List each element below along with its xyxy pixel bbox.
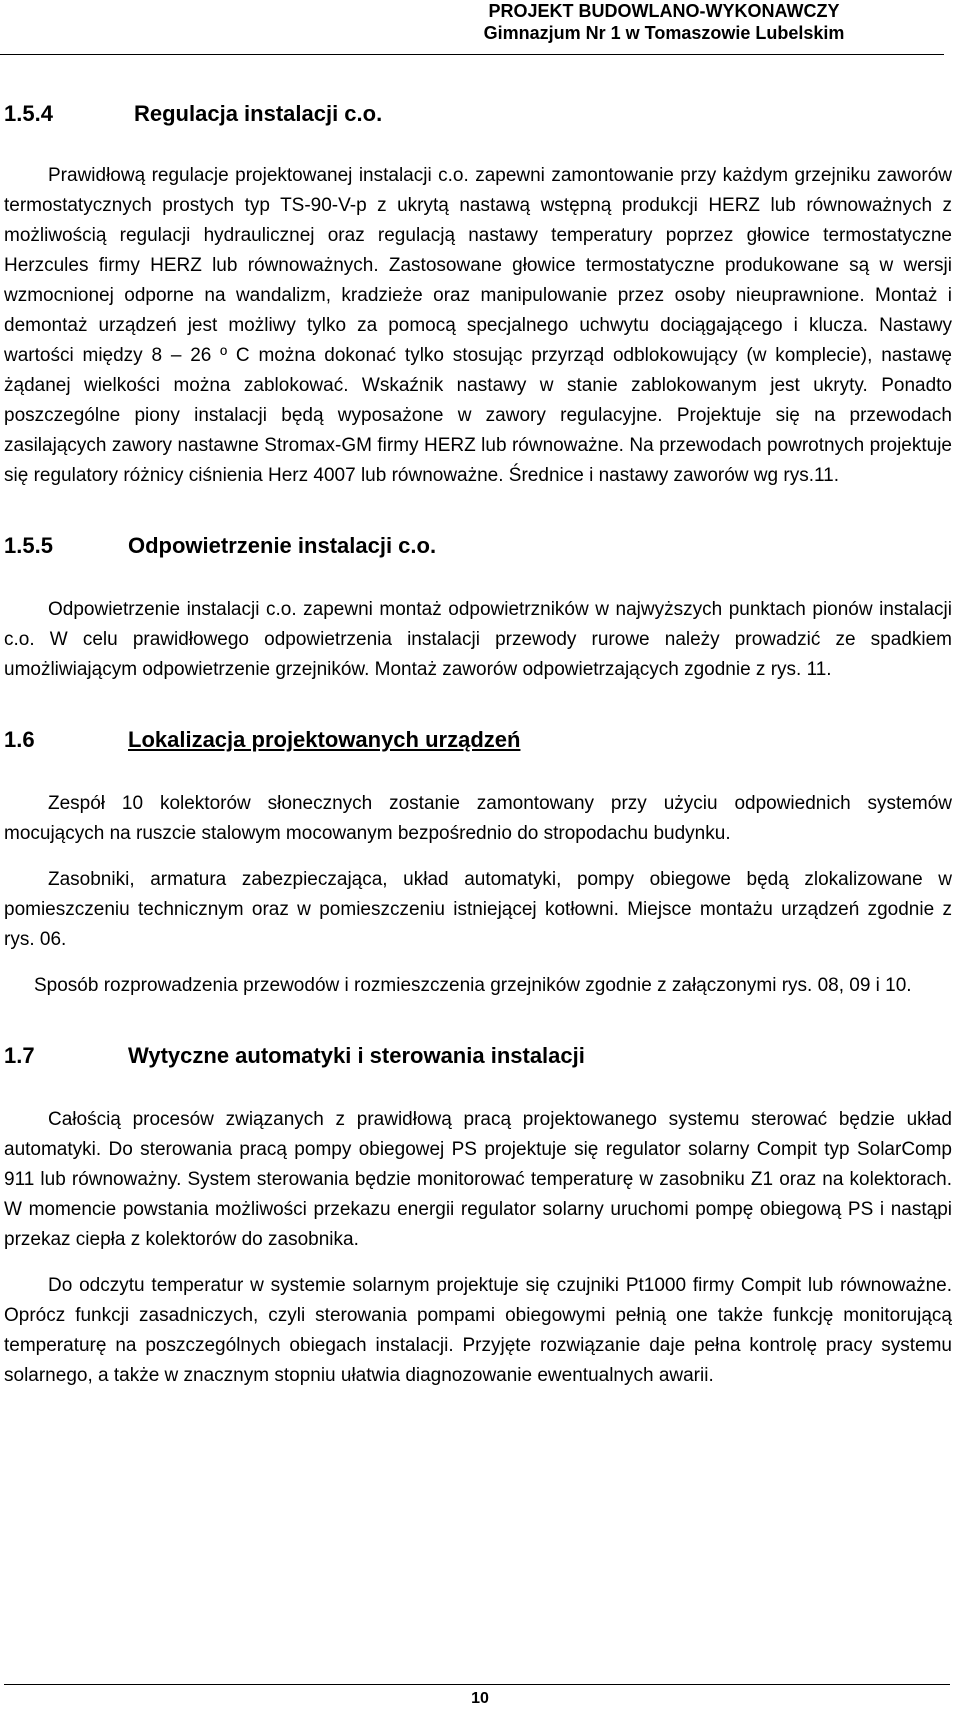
page-number: 10 — [471, 1690, 489, 1707]
section-title: Regulacja instalacji c.o. — [134, 101, 383, 126]
section-number: 1.5.4 — [4, 101, 53, 126]
footer-rule — [4, 1684, 950, 1685]
project-site: Gimnazjum Nr 1 w Tomaszowie Lubelskim — [483, 23, 845, 43]
document-body — [4, 99, 952, 1391]
paragraph: Sposób rozprowadzenia przewodów i rozmieszczenia grzejników zgodnie z załączonymi rys. 08, 09 i 10. — [34, 975, 912, 996]
project-type: PROJEKT BUDOWLANO-WYKONAWCZY — [488, 1, 840, 21]
section-number: 1.7 — [4, 1043, 35, 1068]
section-heading-1-7 — [4, 1041, 952, 1071]
section-number: 1.5.5 — [4, 533, 53, 558]
paragraph: Zespół 10 kolektorów słonecznych zostanie zamontowany przy użyciu odpowiednich systemów mocujących na ruszcie stalowym mocowanym bezpośrednio do stropodachu budynku. — [4, 793, 952, 844]
section-title: Lokalizacja projektowanych urządzeń — [128, 727, 521, 752]
paragraph: Zasobniki, armatura zabezpieczająca, układ automatyki, pompy obiegowe będą zlokalizowane w pomieszczeniu technicznym oraz w pomieszczeniu istniejącej kotłowni. Miejsce montażu urządzeń zgodnie z rys. 06. — [4, 869, 952, 950]
section-heading-1-6 — [4, 725, 952, 755]
section-heading-1-5-4 — [4, 99, 952, 129]
page-header — [384, 0, 944, 44]
page-footer — [0, 1690, 960, 1708]
paragraph: Całością procesów związanych z prawidłową pracą projektowanego systemu sterować będzie układ automatyki. Do sterowania pracą pompy obiegowej PS projektuje się regulator solarny Compit typ SolarComp 911 lub równoważny. System sterowania będzie monitorować temperaturę w zasobniku Z1 oraz na kolektorach. W momencie powstania możliwości przekazu energii regulator solarny uruchomi pompę obiegową PS i nastąpi przekaz ciepła z kolektorów do zasobnika. — [4, 1109, 952, 1250]
header-rule — [0, 54, 944, 55]
paragraph: Prawidłową regulacje projektowanej instalacji c.o. zapewni zamontowanie przy każdym grzejniku zaworów termostatycznych prostych typ TS-90-V-p z ukrytą nastawą wstępną produkcji HERZ lub równoważnych z możliwością regulacji hydraulicznej oraz regulacją nastawy temperatury poprzez głowice termostatyczne Herzcules firmy HERZ lub równoważnych. Zastosowane głowice termostatyczne produkowane są w wersji wzmocnionej odporne na wandalizm, kradzieże oraz manipulowanie przez osoby nieuprawnione. Montaż i demontaż urządzeń jest możliwy tylko za pomocą specjalnego uchwytu dociągającego i klucza. Nastawy wartości między 8 – 26 º C można dokonać tylko stosując przyrząd odblokowujący (w komplecie), nastawę żądanej wielkości można zablokować. Wskaźnik nastawy w stanie zablokowanym jest ukryty. Ponadto poszczególne piony instalacji będą wyposażone w zawory regulacyjne. Projektuje się na przewodach zasilających zawory nastawne Stromax-GM firmy HERZ lub równoważne. Na przewodach powrotnych projektuje się regulatory różnicy ciśnienia Herz 4007 lub równoważne. Średnice i nastawy zaworów wg rys.11. — [4, 165, 952, 486]
section-title: Wytyczne automatyki i sterowania instalacji — [128, 1043, 585, 1068]
paragraph: Do odczytu temperatur w systemie solarnym projektuje się czujniki Pt1000 firmy Compit lub równoważne. Oprócz funkcji zasadniczych, czyli sterowania pompami obiegowymi pełnią one także funkcję monitorującą temperaturę na poszczególnych obiegach instalacji. Przyjęte rozwiązanie daje pełna kontrolę pracy systemu solarnego, a także w znacznym stopniu ułatwia diagnozowanie ewentualnych awarii. — [4, 1275, 952, 1386]
section-title: Odpowietrzenie instalacji c.o. — [128, 533, 437, 558]
paragraph: Odpowietrzenie instalacji c.o. zapewni montaż odpowietrzników w najwyższych punktach pionów instalacji c.o. W celu prawidłowego odpowietrzenia instalacji przewody rurowe należy prowadzić ze spadkiem umożliwiającym odpowietrzenie grzejników. Montaż zaworów odpowietrzających zgodnie z rys. 11. — [4, 599, 952, 680]
section-heading-1-5-5 — [4, 531, 952, 561]
section-number: 1.6 — [4, 727, 35, 752]
